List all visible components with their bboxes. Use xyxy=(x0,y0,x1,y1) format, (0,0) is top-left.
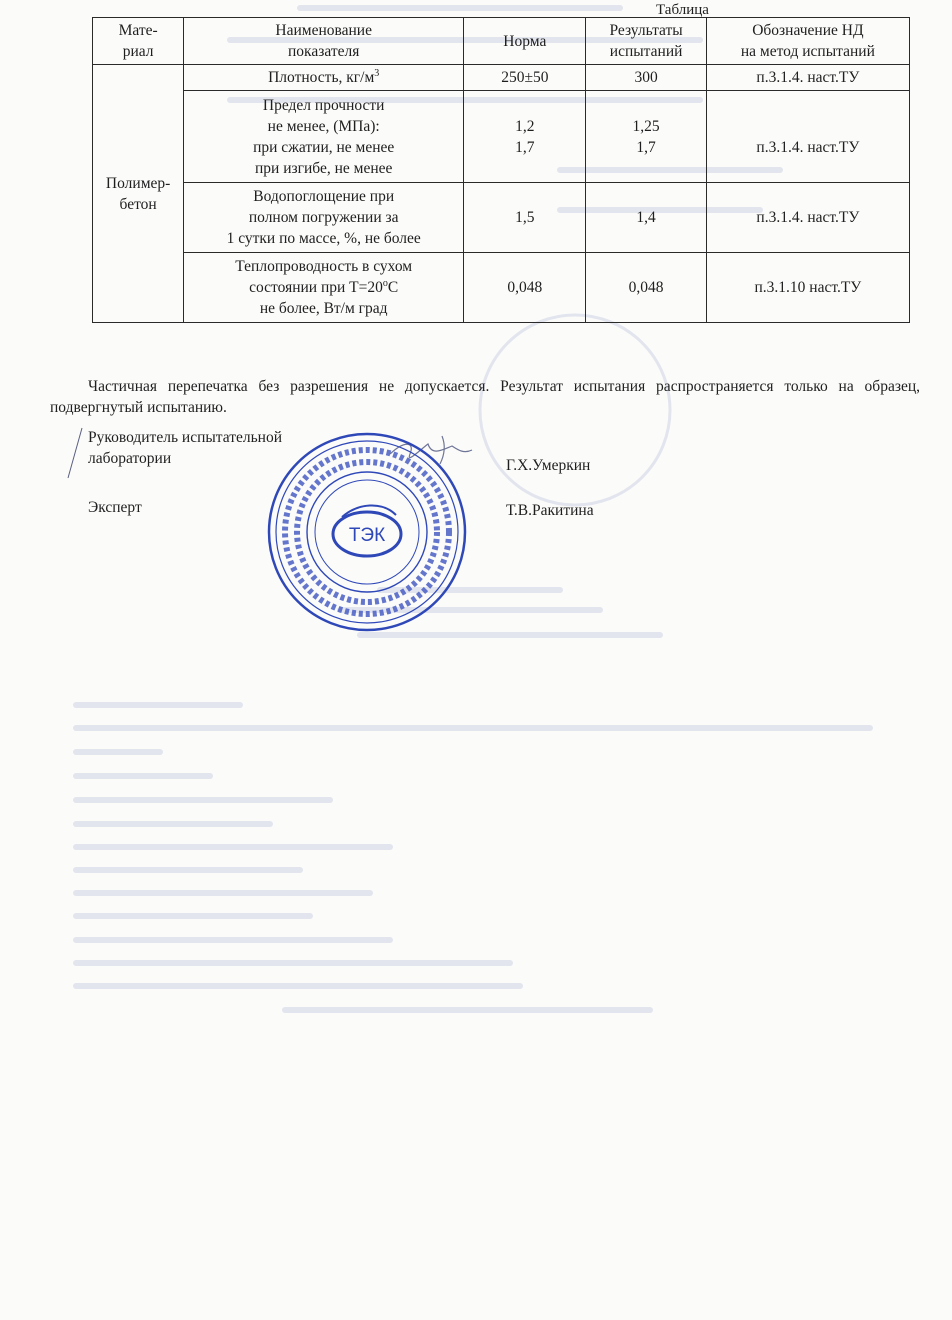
table-row xyxy=(93,183,910,253)
results-table xyxy=(92,17,910,323)
table-caption: Таблица xyxy=(656,2,709,18)
table-header-row xyxy=(93,18,910,65)
expert-name: Т.В.Ракитина xyxy=(506,502,594,519)
nd-reference: п.3.1.4. наст.ТУ xyxy=(706,65,909,91)
norm-value: 1,2 1,7 xyxy=(464,91,586,183)
result-value: 300 xyxy=(586,65,706,91)
result-value: 0,048 xyxy=(586,253,706,323)
expert-title: Эксперт xyxy=(88,499,142,516)
norm-value: 0,048 xyxy=(464,253,586,323)
result-value: 1,25 1,7 xyxy=(586,91,706,183)
table-row xyxy=(93,253,910,323)
table-row xyxy=(93,91,910,183)
norm-value: 250±50 xyxy=(464,65,586,91)
header-results: Результаты испытаний xyxy=(586,18,706,65)
material-cell: Полимер- бетон xyxy=(93,65,184,323)
indicator-name: Плотность, $кг/м^3$ xyxy=(184,65,464,91)
nd-reference: п.3.1.4. наст.ТУ xyxy=(706,183,909,253)
norm-value: 1,5 xyxy=(464,183,586,253)
header-material: Мате- риал xyxy=(93,18,184,65)
nd-reference: п.3.1.4. наст.ТУ xyxy=(706,91,909,183)
table-row xyxy=(93,65,910,91)
reprint-notice: Частичная перепечатка без разрешения не допускается. Результат испытания распространяется только на образец, подвергнутый испытанию. xyxy=(50,377,920,416)
nd-reference: п.3.1.10 наст.ТУ xyxy=(706,253,909,323)
indicator-name: Водопоглощение при полном погружении за 1 сутки по массе, %, не более xyxy=(184,183,464,253)
head-name: Г.Х.Умеркин xyxy=(506,457,591,474)
head-title: Руководитель испытательной лаборатории xyxy=(88,429,283,467)
indicator-name: Теплопроводность в сухом состоянии при $Т=20^оС$ не более, Вт/м град xyxy=(184,253,464,323)
stamp-center-text: ТЭК xyxy=(348,525,386,546)
header-nd: Обозначение НД на метод испытаний xyxy=(706,18,909,65)
result-value: 1,4 xyxy=(586,183,706,253)
indicator-name: Предел прочности не менее, (МПа): при сжатии, не менее при изгибе, не менее xyxy=(184,91,464,183)
laboratory-stamp xyxy=(262,427,472,637)
header-norm: Норма xyxy=(464,18,586,65)
header-name: Наименование показателя xyxy=(184,18,464,65)
